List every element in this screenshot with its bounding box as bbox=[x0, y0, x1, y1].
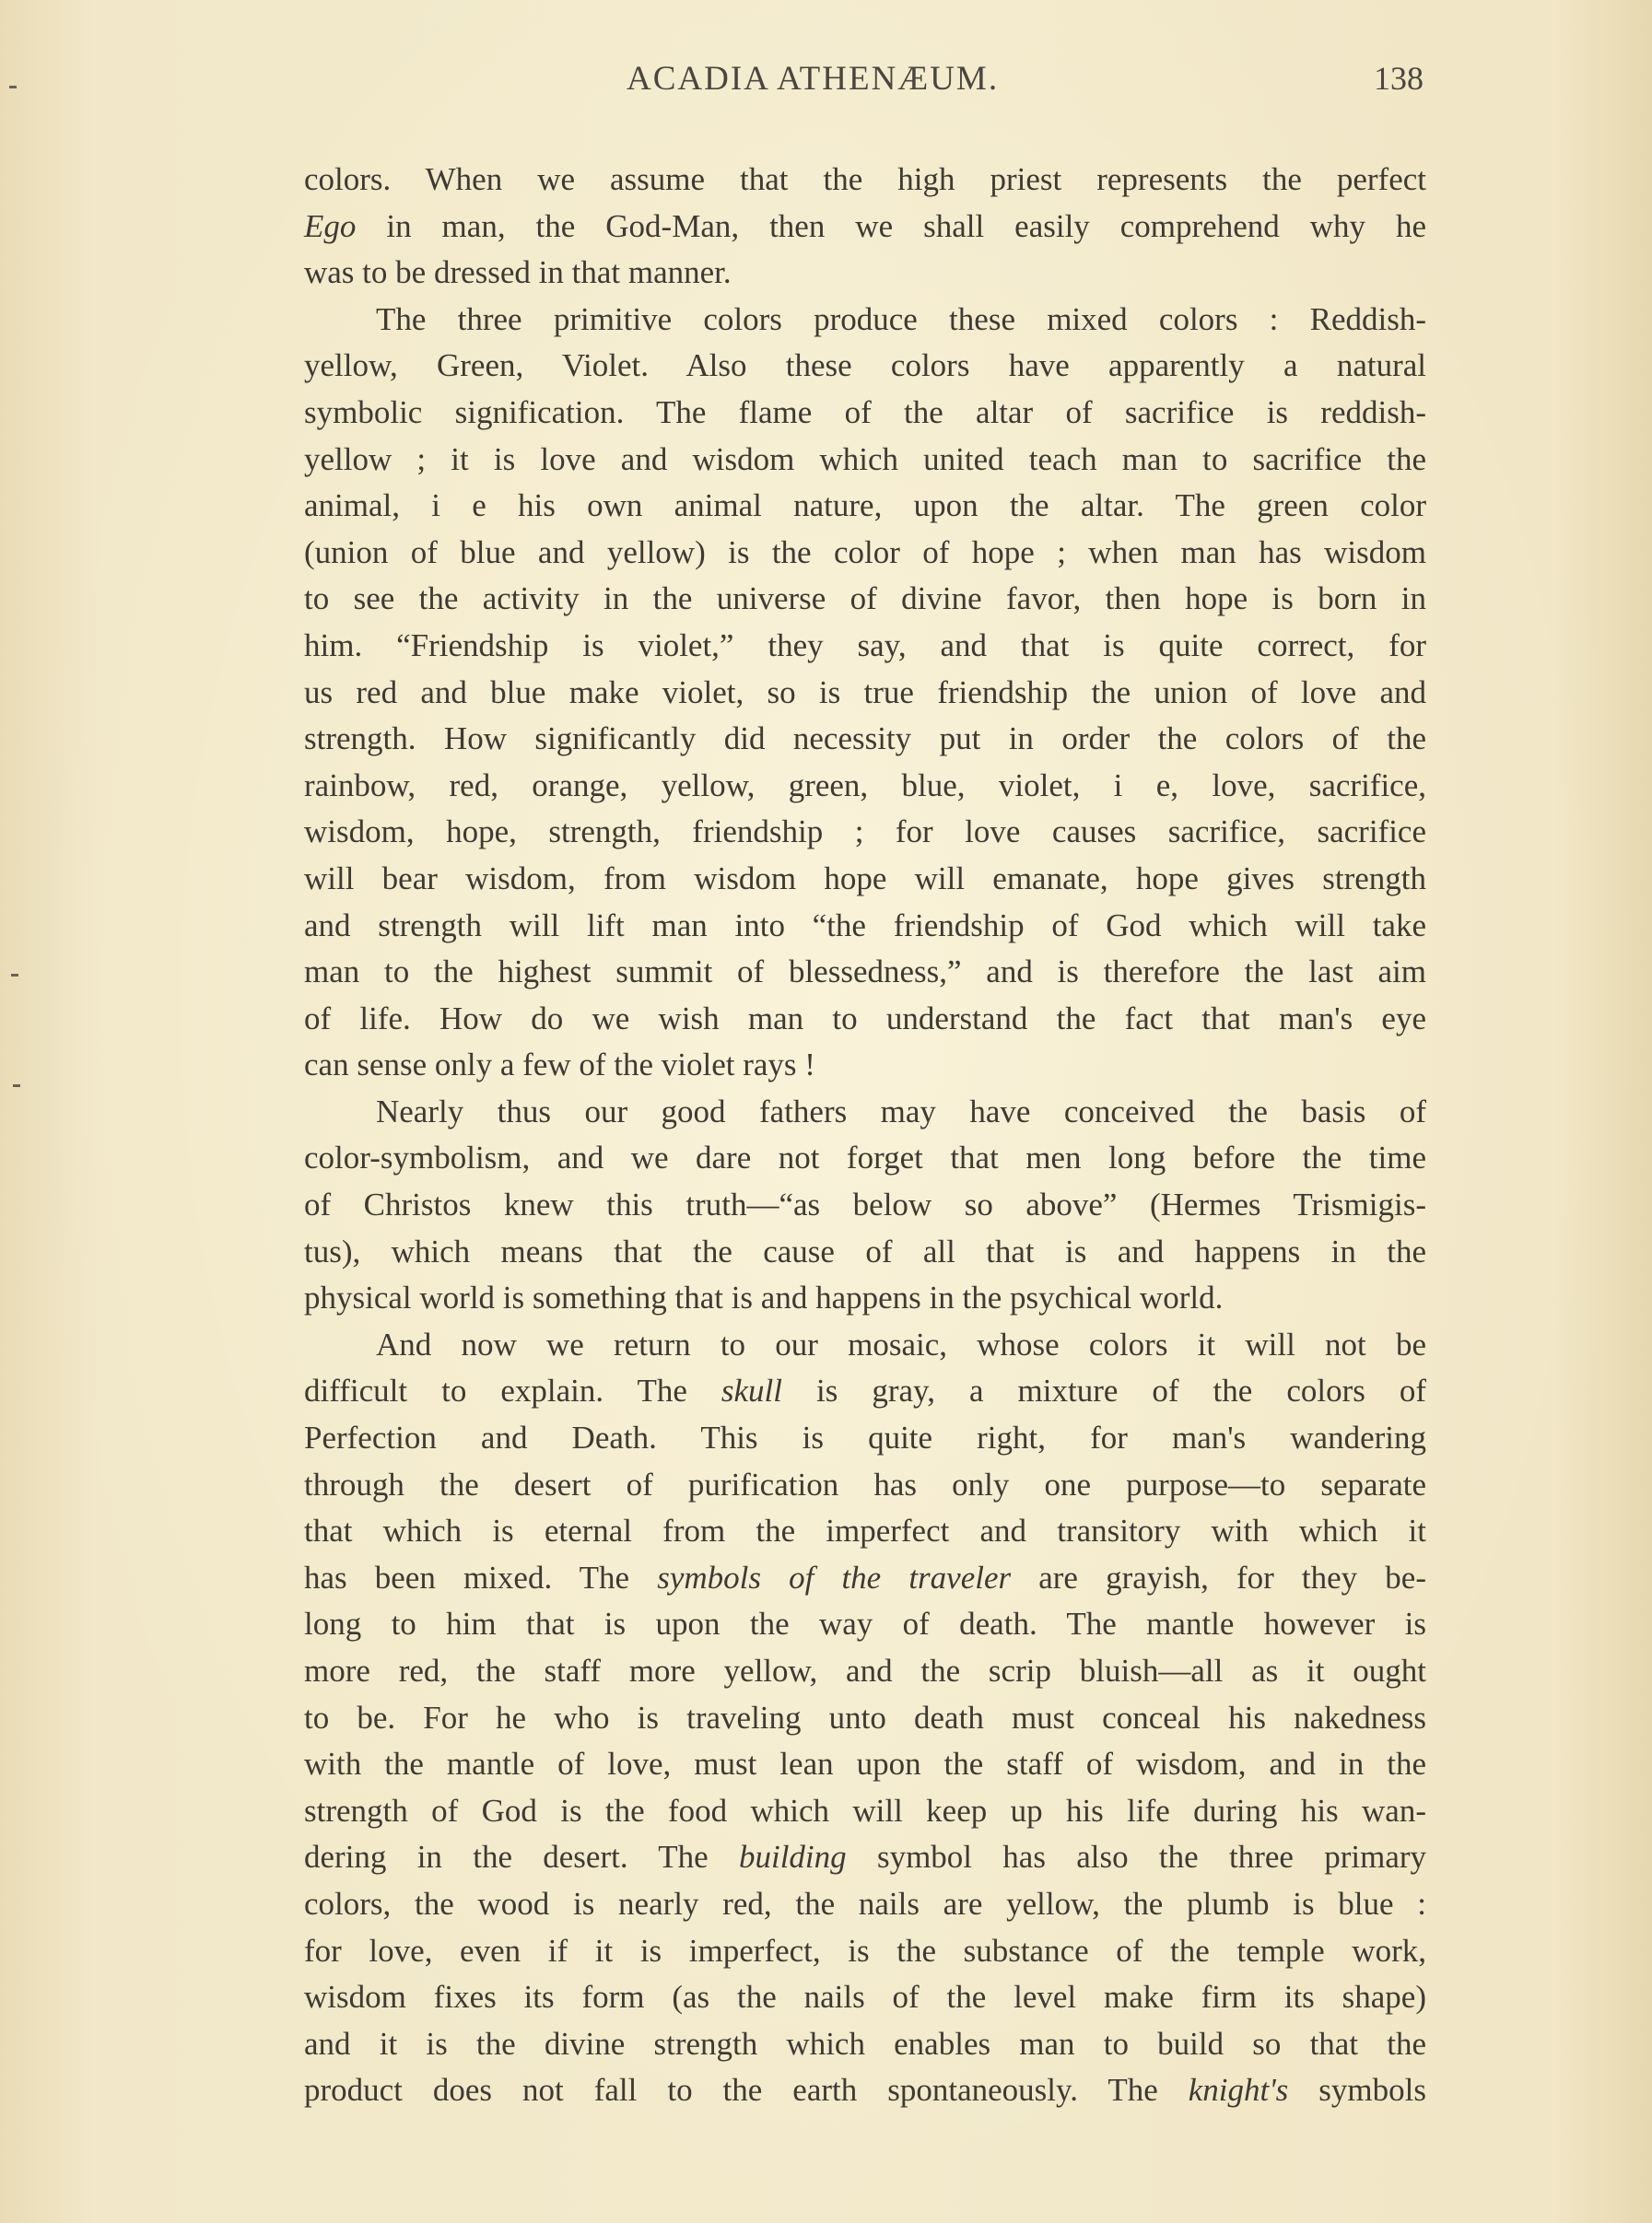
text-line bbox=[304, 157, 1426, 204]
text-span: of Christos knew this truth—“as below so above” (Hermes Trismigis- bbox=[304, 1187, 1426, 1223]
text-span: The three primitive colors produce these mixed colors : Reddish- bbox=[376, 300, 1426, 337]
text-span: dering in the desert. The bbox=[304, 1839, 739, 1876]
text-line bbox=[304, 1834, 1426, 1881]
text-span: product does not fall to the earth spontaneously. The bbox=[304, 2072, 1189, 2109]
text-line bbox=[304, 1462, 1426, 1509]
text-line bbox=[304, 1415, 1426, 1462]
text-span: through the desert of purification has only one purpose—to separate bbox=[304, 1466, 1426, 1503]
text-line bbox=[304, 949, 1426, 996]
text-line bbox=[304, 1508, 1426, 1555]
italic-term: building bbox=[738, 1839, 847, 1876]
text-line bbox=[304, 1089, 1426, 1136]
text-line bbox=[304, 1322, 1426, 1369]
text-line bbox=[304, 1695, 1426, 1742]
text-span: wisdom fixes its form (as the nails of the level make firm its shape) bbox=[304, 1979, 1426, 2016]
text-line bbox=[304, 763, 1426, 810]
text-span: to see the activity in the universe of divine favor, then hope is born in bbox=[304, 580, 1426, 617]
text-line bbox=[304, 1368, 1426, 1415]
text-span: is gray, a mixture of the colors of bbox=[782, 1373, 1427, 1410]
text-span: symbolic signification. The flame of the altar of sacrifice is reddish- bbox=[304, 393, 1426, 430]
text-span: yellow, Green, Violet. Also these colors have apparently a natural bbox=[304, 347, 1426, 384]
text-span: of life. How do we wish man to understand the fact that man's eye bbox=[304, 1000, 1426, 1036]
text-span: Nearly thus our good fathers may have conceived the basis of bbox=[376, 1093, 1426, 1129]
text-span: And now we return to our mosaic, whose colors it will not be bbox=[376, 1326, 1426, 1363]
text-span: animal, i e his own animal nature, upon the altar. The green color bbox=[304, 487, 1426, 524]
text-span: color-symbolism, and we dare not forget that men long before the time bbox=[304, 1140, 1426, 1176]
text-span: man to the highest summit of blessedness,” and is therefore the last aim bbox=[304, 954, 1426, 990]
text-line bbox=[304, 483, 1426, 530]
text-span: strength. How significantly did necessity put in order the colors of the bbox=[304, 720, 1426, 757]
text-span: more red, the staff more yellow, and the scrip bluish—all as it ought bbox=[304, 1653, 1426, 1689]
italic-term: Ego bbox=[304, 207, 357, 244]
text-span: us red and blue make violet, so is true friendship the union of love and bbox=[304, 673, 1426, 710]
text-line bbox=[304, 623, 1426, 670]
text-span: rainbow, red, orange, yellow, green, blue, violet, i e, love, sacrifice, bbox=[304, 766, 1426, 803]
journal-title: ACADIA ATHENÆUM. bbox=[627, 60, 1000, 98]
text-line bbox=[304, 343, 1426, 390]
italic-term: symbols of the traveler bbox=[657, 1559, 1012, 1596]
text-span: that which is eternal from the imperfect and transitory with which it bbox=[304, 1513, 1426, 1550]
text-line bbox=[304, 204, 1426, 251]
text-span: was to be dressed in that manner. bbox=[304, 254, 732, 291]
text-span: for love, even if it is imperfect, is the substance of the temple work, bbox=[304, 1932, 1426, 1969]
italic-term: skull bbox=[721, 1373, 782, 1410]
text-line bbox=[304, 856, 1426, 903]
text-line bbox=[304, 1135, 1426, 1182]
text-line bbox=[304, 1741, 1426, 1788]
text-line bbox=[304, 1601, 1426, 1648]
text-span: him. “Friendship is violet,” they say, and that is quite correct, for bbox=[304, 626, 1426, 663]
text-line bbox=[304, 250, 1426, 297]
text-line bbox=[304, 1182, 1426, 1229]
text-line bbox=[304, 2067, 1426, 2114]
text-line bbox=[304, 809, 1426, 856]
text-span: in man, the God-Man, then we shall easily comprehend why he bbox=[356, 207, 1426, 244]
text-span: has been mixed. The bbox=[304, 1559, 658, 1596]
text-line bbox=[304, 716, 1426, 763]
text-line bbox=[304, 297, 1426, 344]
text-span: are grayish, for they be- bbox=[1011, 1559, 1426, 1596]
text-line bbox=[304, 1788, 1426, 1835]
margin-mark bbox=[13, 1084, 20, 1087]
text-line bbox=[304, 1275, 1426, 1322]
text-span: (union of blue and yellow) is the color of hope ; when man has wisdom bbox=[304, 533, 1426, 570]
text-line bbox=[304, 1555, 1426, 1602]
text-line bbox=[304, 1229, 1426, 1276]
text-span: tus), which means that the cause of all that is and happens in the bbox=[304, 1233, 1426, 1269]
page-number: 138 bbox=[1374, 60, 1424, 97]
text-line bbox=[304, 437, 1426, 484]
margin-mark bbox=[9, 86, 17, 88]
text-line bbox=[304, 670, 1426, 717]
text-span: colors. When we assume that the high priest represents the perfect bbox=[304, 161, 1426, 197]
text-line bbox=[304, 1648, 1426, 1695]
text-span: to be. For he who is traveling unto death must conceal his nakedness bbox=[304, 1699, 1426, 1736]
text-span: difficult to explain. The bbox=[304, 1373, 721, 1410]
text-line bbox=[304, 390, 1426, 437]
text-line bbox=[304, 530, 1426, 577]
text-line bbox=[304, 2021, 1426, 2068]
text-span: symbols bbox=[1288, 2072, 1426, 2109]
text-line bbox=[304, 1881, 1426, 1928]
text-span: will bear wisdom, from wisdom hope will emanate, hope gives strength bbox=[304, 860, 1426, 896]
text-span: with the mantle of love, must lean upon the staff of wisdom, and in the bbox=[304, 1746, 1426, 1783]
text-span: can sense only a few of the violet rays ! bbox=[304, 1047, 815, 1083]
text-span: wisdom, hope, strength, friendship ; for love causes sacrifice, sacrifice bbox=[304, 813, 1426, 850]
margin-mark bbox=[11, 974, 18, 977]
running-header bbox=[304, 59, 1424, 105]
text-line bbox=[304, 996, 1426, 1043]
text-span: colors, the wood is nearly red, the nails are yellow, the plumb is blue : bbox=[304, 1885, 1426, 1922]
body-text bbox=[304, 157, 1426, 2114]
italic-term: knight's bbox=[1188, 2072, 1289, 2109]
text-line bbox=[304, 903, 1426, 950]
text-span: and it is the divine strength which enables man to build so that the bbox=[304, 2025, 1426, 2062]
text-span: yellow ; it is love and wisdom which united teach man to sacrifice the bbox=[304, 440, 1426, 477]
text-span: and strength will lift man into “the friendship of God which will take bbox=[304, 907, 1426, 943]
text-line bbox=[304, 1042, 1426, 1089]
text-line bbox=[304, 576, 1426, 623]
text-span: symbol has also the three primary bbox=[846, 1839, 1427, 1876]
text-line bbox=[304, 1974, 1426, 2021]
text-span: strength of God is the food which will keep up his life during his wan- bbox=[304, 1792, 1426, 1829]
text-span: long to him that is upon the way of death. The mantle however is bbox=[304, 1606, 1426, 1643]
text-span: physical world is something that is and happens in the psychical world. bbox=[304, 1280, 1224, 1316]
text-line bbox=[304, 1928, 1426, 1975]
text-span: Perfection and Death. This is quite right, for man's wandering bbox=[304, 1420, 1426, 1457]
